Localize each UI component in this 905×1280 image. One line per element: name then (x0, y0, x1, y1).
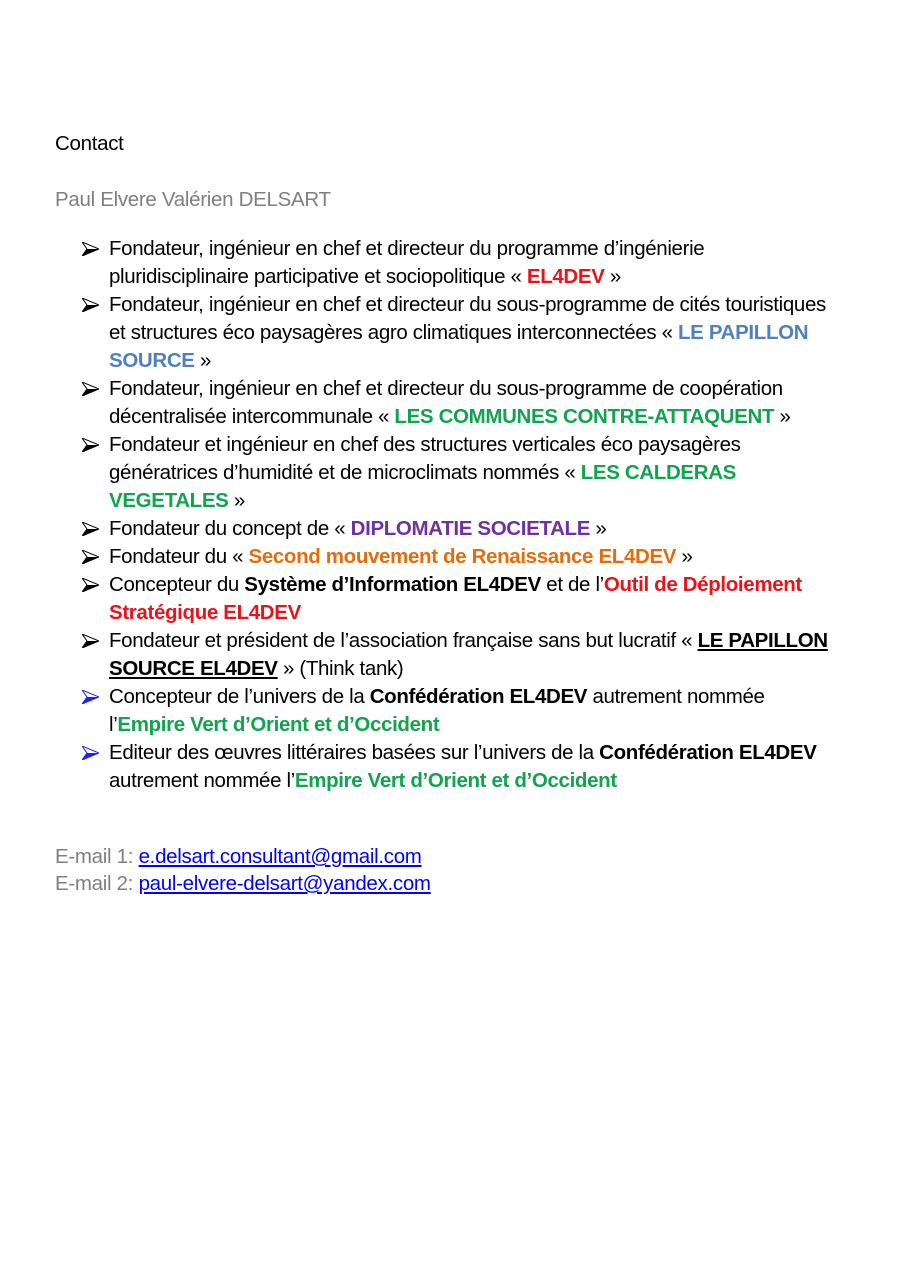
role-text: autrement nommée l’ (109, 769, 295, 792)
role-bold: Confédération EL4DEV (599, 741, 817, 764)
email-row (55, 843, 431, 870)
role-text: » (228, 489, 245, 512)
arrow-bullet-icon (82, 683, 102, 711)
role-text: » (604, 265, 621, 288)
role-text: Concepteur du (109, 573, 245, 596)
person-name: Paul Elvere Valérien DELSART (55, 188, 331, 211)
arrow-bullet-icon (82, 291, 102, 319)
arrow-bullet-icon (82, 515, 102, 543)
email-label: E-mail 1: (55, 845, 139, 868)
role-highlight: LE PAPILLON SOURCE (109, 321, 809, 372)
role-bold: Système d’Information EL4DEV (244, 573, 541, 596)
email-section (55, 843, 431, 897)
list-item (0, 291, 844, 375)
roles-list (0, 235, 905, 795)
role-highlight: LES COMMUNES CONTRE-ATTAQUENT (394, 405, 775, 428)
role-text: Fondateur et président de l’association française sans but lucratif « (109, 629, 698, 652)
role-text: » (194, 349, 212, 372)
role-highlight: LES CALDERAS VEGETALES (109, 461, 736, 512)
role-highlight: Second mouvement de Renaissance EL4DEV (248, 545, 677, 568)
email-label: E-mail 2: (55, 872, 139, 895)
list-item (0, 543, 844, 571)
arrow-bullet-icon (82, 235, 102, 263)
role-text: » (676, 545, 693, 568)
role-highlight: Empire Vert d’Orient et d’Occident (294, 769, 617, 792)
email-link-2[interactable]: paul-elvere-delsart@yandex.com (138, 872, 431, 895)
role-text: autrement nommée l’ (109, 685, 765, 736)
role-highlight: DIPLOMATIE SOCIETALE (350, 517, 591, 540)
role-text: Concepteur de l’univers de la (109, 685, 370, 708)
role-text: Fondateur, ingénieur en chef et directeur du programme d’ingénierie pluridisciplinaire participative et sociopolitique « (109, 237, 705, 288)
role-text: Fondateur du « (109, 545, 249, 568)
role-text: Fondateur du concept de « (109, 517, 351, 540)
role-text: et de l’ (540, 573, 604, 596)
role-text: Fondateur, ingénieur en chef et directeur du sous-programme de cités touristiques et structures éco paysagères agro climatiques interconnectées « (109, 293, 826, 344)
email-row (55, 870, 431, 897)
list-item (0, 571, 844, 627)
role-highlight: Empire Vert d’Orient et d’Occident (117, 713, 440, 736)
role-highlight: Outil de Déploiement Stratégique EL4DEV (109, 573, 802, 624)
arrow-bullet-icon (82, 627, 102, 655)
list-item (0, 627, 844, 683)
role-text: Fondateur et ingénieur en chef des structures verticales éco paysagères génératrices d’humidité et de microclimats nommés « (109, 433, 741, 484)
list-item (0, 375, 844, 431)
role-text: » (Think tank) (277, 657, 404, 680)
list-item (0, 235, 844, 291)
email-link-1[interactable]: e.delsart.consultant@gmail.com (138, 845, 422, 868)
arrow-bullet-icon (82, 431, 102, 459)
list-item (0, 739, 844, 795)
list-item (0, 683, 844, 739)
role-text: » (774, 405, 791, 428)
list-item (0, 431, 844, 515)
role-text: Fondateur, ingénieur en chef et directeur du sous-programme de coopération décentralisée intercommunale « (109, 377, 783, 428)
arrow-bullet-icon (82, 543, 102, 571)
role-bold: Confédération EL4DEV (369, 685, 588, 708)
arrow-bullet-icon (82, 375, 102, 403)
role-underlined: LE PAPILLON SOURCE EL4DEV (109, 629, 828, 680)
arrow-bullet-icon (82, 739, 102, 767)
list-item (0, 515, 844, 543)
role-text: Editeur des œuvres littéraires basées sur l’univers de la (109, 741, 600, 764)
contact-heading: Contact (55, 132, 124, 155)
arrow-bullet-icon (82, 571, 102, 599)
role-text: » (590, 517, 607, 540)
role-highlight: EL4DEV (526, 265, 605, 288)
